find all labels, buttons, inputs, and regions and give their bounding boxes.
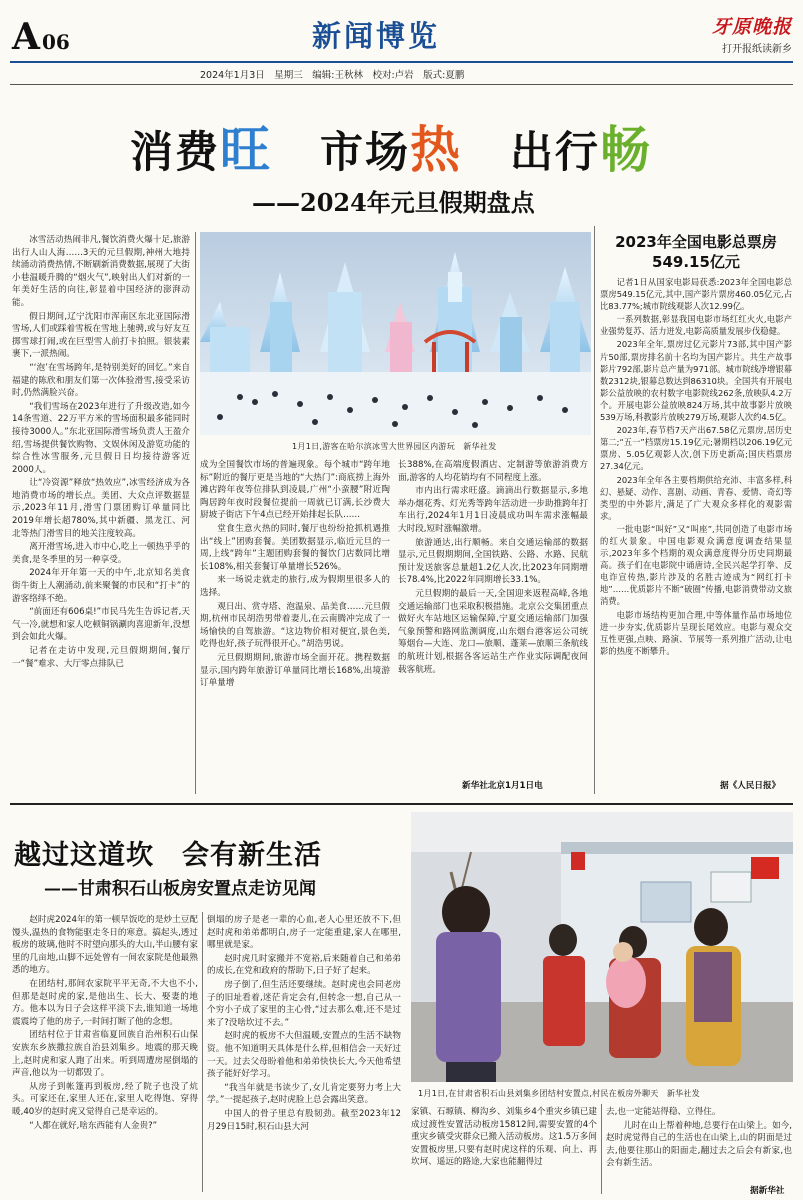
- story3-column-1: [12, 914, 198, 1192]
- story2-paragraph: 2023年,春节档7天产出67.58亿元票房,居历史第二;“五一”档票房15.19亿元;暑期档以206.19亿元票房、5.05亿观影人次,创下历史新高;国庆档票房27.34亿元。: [600, 425, 792, 472]
- column-divider: [594, 226, 595, 794]
- story1-paragraph: “‘泡’在雪场跨年,是特别美好的回忆。”来自福建的陈欣和朋友们第一次体验滑雪,接受采访时,仍然满脸兴奋。: [12, 362, 190, 399]
- story1-paragraph: 元旦假期期间,旅游市场全面开花。携程数据显示,国内跨年旅游订单量同比增长168%,出境游订单量增: [200, 652, 390, 689]
- newspaper-logo: [672, 12, 792, 55]
- masthead-rule: [10, 61, 793, 63]
- story1-column-2: [200, 459, 390, 794]
- story3-paragraph: 赵时虎的板房不大但温暖,安置点的生活不缺物资。他不知道明天具体是什么样,但相信会一天好过一天。过去父母盼着他和弟弟快快长大,今天他希望孩子能好好学习。: [207, 1031, 401, 1080]
- headline-part-consumption: 消费: [130, 128, 220, 178]
- column-divider: [202, 912, 203, 1192]
- story3-paragraph: 中国人的骨子里总有股韧劲。截至2023年12月29日15时,积石山县大河: [207, 1108, 401, 1132]
- story1-paragraph: 让“冷资源”释放“热效应”,冰雪经济成为各地消费市场的增长点。美团、大众点评数据显示,2023年11月,滑雪门票团购订单量同比2019年增长超780%,其中新疆、黑龙江、河北等热门滑雪目的地关注度较高。: [12, 478, 190, 539]
- story3-paragraph: 儿时在山上帮着种地,总要行在山梁上。如今,赵时虎觉得自己的生活也在山梁上,山的阴面是过去,他要往那山的阳面走,翻过去之后会有新家,也会有新生活。: [606, 1120, 792, 1169]
- ice-photo-caption: 1月1日,游客在哈尔滨冰雪大世界园区内游玩 新华社发: [292, 442, 497, 451]
- story1-paragraph: 冰雪活动热闹非凡,餐饮消费火爆十足,旅游出行人山人海……3天的元旦假期,神州大地持续涌动消费热情,不断刷新消费数据,展现了大街小巷温暖升腾的“烟火气”,映射出人们对新的一年美好生活的向往,彰显着中国经济的澎湃动能。: [12, 235, 190, 308]
- story2-paragraph: 一系列数据,彰显我国电影市场红红火火,电影产业强势复苏、活力迸发,电影高质量发展步伐稳健。: [600, 314, 792, 337]
- story1-paragraph: 假日期间,辽宁沈阳市浑南区东北亚国际滑雪场,人们或踩着雪板在雪地上驰骋,或与好友互掷雪球打闹,或在巨型雪人前打卡拍照。银装素裹下,一派热闹。: [12, 311, 190, 360]
- story3-paragraph: “人都在就好,啥东西能有人金贵?”: [29, 1120, 158, 1131]
- story2-paragraph: 一批电影“叫好”又“叫座”,共同创造了电影市场的红火景象。中国电影观众满意度调查结果显示,2023年多个档期的观众满意度得分历史同期最高。孩子们在电影院中诵唐诗,全民兴起学打拳、反电诈宣传热,影片涉及的名胜古迹成为“网红打卡地”……优质影片不断“破圈”传播,电影消费带动文旅消费。: [600, 523, 792, 607]
- story3-paragraph: 倒塌的房子是老一辈的心血,老人心里还放不下,但赵时虎和弟弟都明白,房子一定能重建,家人在哪里,哪里就是家。: [207, 915, 401, 951]
- story2-byline: 据《人民日报》: [720, 781, 781, 791]
- dateline-rule: [10, 84, 793, 85]
- page-number: 06: [41, 30, 70, 54]
- story3-paragraph: 在团结村,那间农家院平平无奇,不大也不小,但那是赵时虎的家,是他出生、长大、娶妻的地方。他本以为日子会这样平淡下去,谁知道一场地震震垮了他的房子,一时间打断了他的念想。: [12, 978, 198, 1027]
- resettlement-illustration: [411, 812, 793, 1082]
- resettlement-photo: [411, 812, 793, 1082]
- story1-paragraph: 长388%,在高端度假酒店、定制游等旅游消费方面,游客的人均花销均有不同程度上涨。: [398, 460, 588, 483]
- story1-byline: 新华社北京1月1日电: [462, 781, 543, 791]
- story3-subheadline: ——甘肃积石山板房安置点走访见闻: [44, 879, 316, 899]
- story3-paragraph: “我当年就是书读少了,女儿肯定要努力考上大学。”一提起孩子,赵时虎脸上总会露出笑意。: [207, 1082, 401, 1106]
- logo-slogan: 打开报纸读新乡: [722, 44, 792, 55]
- story2-paragraph: 2023年全年各主要档期供给充沛、丰富多样,科幻、悬疑、动作、喜剧、动画、青春、爱情、奇幻等类型的中外影片,满足了广大观众多样化的观影需求。: [600, 474, 792, 521]
- story1-paragraph: 堂食生意火热的同时,餐厅也纷纷抢抓机遇推出“线上”团购套餐。美团数据显示,临近元旦的一周,上线“跨年”主题团购套餐的餐饮门店数同比增长108%,相关套餐订单量增长526%。: [200, 523, 390, 572]
- story1-column-1: [12, 234, 190, 794]
- story3-paragraph: 家镇、石塬镇、柳沟乡、刘集乡4个重灾乡镇已建成过渡性安置活动板房15812间,需要安置的4个重灾乡镇受灾群众已搬入活动板房。这1.5万多间安置板房里,只要有赵时虎这样的乐观、向上、再坎坷、遥远的路途,大家也能翻得过: [411, 1107, 597, 1168]
- story2-paragraph: 记者1日从国家电影局获悉:2023年全国电影总票房549.15亿元,其中,国产影片票房460.05亿元,占比83.77%;城市院线观影人次12.99亿。: [600, 277, 792, 312]
- story1-paragraph: 2024年开年第一天的中午,北京知名美食街牛街上人潮涌动,前来聚餐的市民和“打卡”的游客络绎不绝。: [12, 568, 190, 604]
- story3-paragraph: 赵时虎几时家搬并不宽裕,后来随着自己和弟弟的成长,在党和政府的帮助下,日子好了起来。: [207, 953, 401, 977]
- story1-paragraph: 离开滑雪场,进入市中心,吃上一顿热乎乎的美食,是冬季里的另一种享受。: [12, 542, 190, 565]
- story1-paragraph: 观日出、赏寺塔、泡温泉、品美食……元旦假期,杭州市民胡浩男带着妻儿,在云南腾冲完成了一场愉快的自驾旅游。“这边物价相对便宜,景色美,吃得也好,孩子玩得很开心。”胡浩男说。: [200, 601, 390, 650]
- story1-paragraph: “我们雪场在2023年进行了升级改造,如今14条雪道、22万平方米的雪场面积最多能同时接待3000人。”东北亚国际滑雪场负责人王盈介绍,雪场提供餐饮购物、文娱休闲及游览功能的综合性冰雪服务,元旦假日日均接待游客近2000人。: [12, 401, 190, 475]
- story1-paragraph: 元旦假期的最后一天,全国迎来返程高峰,各地交通运输部门也采取积极措施。北京公交集团重点做好火车站地区运输保障,宁夏交通运输部门加强气象预警和路网监测调度,山东烟台港客运公司统筹烟台—大连、龙口—旅顺、蓬莱—旅顺三条航线的航班计划,根据各客运站生产作业实际调配夜间载客航班。: [398, 588, 588, 675]
- story1-paragraph: 记者在走访中发现,元旦假期期间,餐厅一“餐”难求、大厅零点排队已: [12, 646, 190, 669]
- story2-headline: 2023年全国电影总票房549.15亿元: [615, 233, 777, 271]
- section-title: 新闻博览: [312, 19, 441, 53]
- column-divider: [195, 232, 196, 794]
- story1-paragraph: “前面还有606桌!”市民马先生告诉记者,天气一冷,就想和家人吃顿铜锅涮肉喜迎新年,没想到会如此火爆。: [12, 607, 190, 643]
- column-divider: [601, 1104, 602, 1194]
- headline-key-chang: 畅: [599, 121, 652, 179]
- date-line: 2024年1月3日 星期三 编辑:王秋林 校对:卢岩 版式:夏鹏: [200, 70, 465, 81]
- story3-paragraph: 团结村位于甘肃省临夏回族自治州积石山保安族东乡族撒拉族自治县刘集乡。地震的那天晚上,赵时虎和家人跑了出来。听到周遭房屋倒塌的声音,他以为一切都毁了。: [12, 1030, 198, 1079]
- story2-paragraph: 2023年全年,票房过亿元影片73部,其中国产影片50部,票房排名前十名均为国产影片。共生产故事影片792部,影片总产量为971部。城市院线净增银幕数2312块,银幕总数达到86310块。全国共有开展电影公益放映的农村数字电影院线262条,放映队4.2万个。开展电影公益放映824万场,其中故事影片放映539万场,科教影片放映279万场,观影人次约4.5亿。: [600, 339, 792, 423]
- story3-column-4: [606, 1106, 792, 1184]
- story3-column-3: [411, 1106, 597, 1194]
- story3-paragraph: 去,也一定能站得稳、立得住。: [606, 1107, 721, 1117]
- page-number-block: [12, 16, 70, 58]
- ice-festival-illustration: [200, 232, 591, 435]
- section-separator: [10, 803, 793, 805]
- headline-key-wang: 旺: [220, 121, 272, 179]
- story1-paragraph: 成为全国餐饮市场的普遍现象。每个城市“跨年地标”附近的餐厅更是当地的“大热门”:商底捞上海外滩店跨年夜等位排队到凌晨,广州“小蛮腰”附近陶陶居跨年夜时段餐位提前一周就已订满,长沙费大厨坡子街店下午4点已经开始排起长队……: [200, 460, 390, 521]
- story1-paragraph: 市内出行需求旺盛。滴滴出行数据显示,多地举办烟花秀、灯光秀等跨年活动进一步助推跨年打车出行,2024年1月1日凌晨成功叫车需求涨幅最大时段,短时涨幅激增。: [398, 486, 588, 534]
- headline-part-travel: 出行: [509, 128, 600, 178]
- resettlement-photo-caption: 1月1日,在甘肃省积石山县刘集乡团结村安置点,村民在板房外聊天 新华社发: [418, 1089, 701, 1098]
- story3-column-2: [207, 914, 401, 1192]
- story1-paragraph: 来一场说走就走的旅行,成为假期里很多人的选择。: [200, 575, 390, 598]
- story3-paragraph: 赵时虎2024年的第一顿早饭吃的是炒土豆配馒头,温热的食物能驱走冬日的寒意。搞起头,透过板房的玻璃,他时不时望向那头的大山,半山腰有家里的几亩地,山脚不远处曾有一间农家院是他最熟悉的地方。: [12, 915, 198, 976]
- story2-paragraph: 电影市场结构更加合理,中等体量作品市场地位进一步夯实,优质影片呈现长尾效应。电影与观众交互性更强,点映、路演、节展等一系列推广活动,让电影的热度不断攀升。: [600, 609, 792, 656]
- logo-name: 牙原晚报: [711, 16, 792, 38]
- headline-part-market: 市场: [319, 128, 410, 178]
- story3-paragraph: 房子倒了,但生活还要继续。赵时虎也会同老房子的旧址看着,迷茫肯定会有,但转念一想,自己从一个穷小子成了家里的主心骨,“过去那么难,还不是过来了?没啥坎过不去。”: [207, 979, 401, 1028]
- story3-byline: 据新华社: [750, 1186, 785, 1196]
- story1-subheadline: ——2024年元旦假期盘点: [252, 188, 535, 217]
- ice-festival-photo: [200, 232, 591, 435]
- story3-paragraph: 从房子到帐篷再到板房,经了院子也没了炕头。可家还在,家里人还在,家里人吃得饱、穿得暖,40岁的赵时虎又觉得自己是幸运的。: [12, 1081, 198, 1117]
- story1-column-3: [398, 459, 588, 779]
- story1-paragraph: 旅游通达,出行顺畅。来自交通运输部的数据显示,元旦假期期间,全国铁路、公路、水路、民航预计发送旅客总量超1.2亿人次,比2023年同期增长78.4%,比2022年同期增长33.1%。: [398, 537, 588, 586]
- story2-body: [600, 276, 792, 786]
- story3-headline: 越过这道坎 会有新生活: [14, 840, 322, 871]
- page-letter: A: [12, 16, 40, 58]
- story1-headline: [130, 110, 652, 182]
- headline-key-re: 热: [409, 121, 462, 179]
